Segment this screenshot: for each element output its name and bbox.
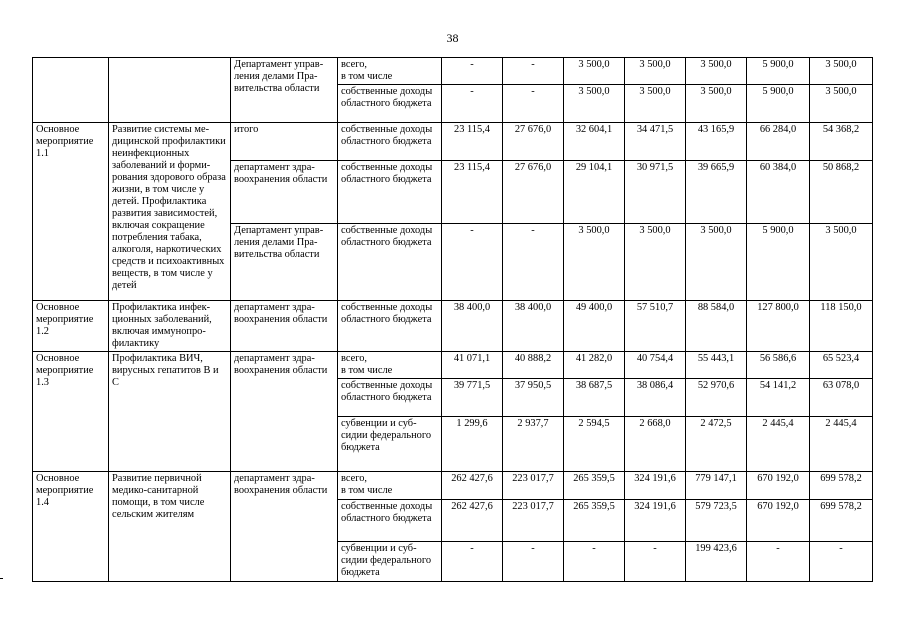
value-cell: 670 192,0 xyxy=(747,472,810,500)
funding-source-cell: всего, в том числе xyxy=(338,472,442,500)
value-cell: 223 017,7 xyxy=(503,500,564,542)
value-cell: 3 500,0 xyxy=(810,85,873,123)
value-cell: 34 471,5 xyxy=(625,123,686,161)
value-cell: 37 950,5 xyxy=(503,379,564,417)
value-cell: 38 400,0 xyxy=(503,301,564,352)
value-cell: 66 284,0 xyxy=(747,123,810,161)
value-cell: 38 400,0 xyxy=(442,301,503,352)
value-cell: 50 868,2 xyxy=(810,161,873,224)
value-cell: 670 192,0 xyxy=(747,500,810,542)
value-cell: - xyxy=(503,85,564,123)
funding-source-cell: собственные доходы областного бюджета xyxy=(338,224,442,301)
value-cell: 60 384,0 xyxy=(747,161,810,224)
value-cell: 5 900,0 xyxy=(747,224,810,301)
funding-source-cell: собственные доходы областного бюджета xyxy=(338,500,442,542)
value-cell: - xyxy=(503,224,564,301)
department-cell: департамент здравоохранения области xyxy=(231,352,338,472)
table-row xyxy=(33,472,873,500)
value-cell: 38 687,5 xyxy=(564,379,625,417)
value-cell: - xyxy=(442,85,503,123)
value-cell: 2 937,7 xyxy=(503,417,564,472)
table-row xyxy=(33,352,873,379)
department-cell: департамент здравоохранения области xyxy=(231,472,338,582)
funding-source-cell: субвенции и субсидии федерального бюджета xyxy=(338,542,442,582)
value-cell: 265 359,5 xyxy=(564,500,625,542)
value-cell: 56 586,6 xyxy=(747,352,810,379)
value-cell: 27 676,0 xyxy=(503,161,564,224)
event-description-cell: Профилактика ВИЧ, вирусных гепатитов В и С xyxy=(109,352,231,472)
value-cell: - xyxy=(564,542,625,582)
value-cell: - xyxy=(442,58,503,85)
value-cell: 40 888,2 xyxy=(503,352,564,379)
event-name-cell: Основное мероприятие 1.2 xyxy=(33,301,109,352)
value-cell: 1 299,6 xyxy=(442,417,503,472)
value-cell: 3 500,0 xyxy=(564,224,625,301)
value-cell: 3 500,0 xyxy=(564,85,625,123)
department-cell: Департамент управления делами Правительства области xyxy=(231,224,338,301)
value-cell: 3 500,0 xyxy=(564,58,625,85)
value-cell: 41 071,1 xyxy=(442,352,503,379)
value-cell: - xyxy=(810,542,873,582)
funding-source-cell: субвенции и субсидии федерального бюджета xyxy=(338,417,442,472)
value-cell: 32 604,1 xyxy=(564,123,625,161)
value-cell: 699 578,2 xyxy=(810,500,873,542)
funding-source-cell: собственные доходы областного бюджета xyxy=(338,379,442,417)
value-cell: 3 500,0 xyxy=(625,58,686,85)
value-cell: 3 500,0 xyxy=(686,85,747,123)
table-row xyxy=(33,301,873,352)
value-cell: 223 017,7 xyxy=(503,472,564,500)
value-cell: 49 400,0 xyxy=(564,301,625,352)
table-row xyxy=(33,58,873,85)
value-cell: 3 500,0 xyxy=(625,224,686,301)
funding-source-cell: собственные доходы областного бюджета xyxy=(338,123,442,161)
value-cell: 30 971,5 xyxy=(625,161,686,224)
value-cell: 3 500,0 xyxy=(810,58,873,85)
value-cell: 127 800,0 xyxy=(747,301,810,352)
value-cell: - xyxy=(625,542,686,582)
value-cell: 23 115,4 xyxy=(442,161,503,224)
value-cell: 43 165,9 xyxy=(686,123,747,161)
value-cell: 699 578,2 xyxy=(810,472,873,500)
value-cell: - xyxy=(503,58,564,85)
funding-source-cell: собственные доходы областного бюджета xyxy=(338,301,442,352)
funding-source-cell: собственные доходы областного бюджета xyxy=(338,161,442,224)
value-cell: 3 500,0 xyxy=(686,58,747,85)
value-cell: 63 078,0 xyxy=(810,379,873,417)
funding-source-cell: всего, в том числе xyxy=(338,58,442,85)
value-cell: 88 584,0 xyxy=(686,301,747,352)
value-cell: 324 191,6 xyxy=(625,500,686,542)
value-cell: 2 594,5 xyxy=(564,417,625,472)
value-cell: 39 665,9 xyxy=(686,161,747,224)
event-name-cell: Основное мероприятие 1.4 xyxy=(33,472,109,582)
value-cell: 23 115,4 xyxy=(442,123,503,161)
value-cell: 265 359,5 xyxy=(564,472,625,500)
table-row xyxy=(33,123,873,161)
value-cell: 3 500,0 xyxy=(625,85,686,123)
value-cell: 55 443,1 xyxy=(686,352,747,379)
margin-mark xyxy=(0,578,3,579)
value-cell: 779 147,1 xyxy=(686,472,747,500)
value-cell: 3 500,0 xyxy=(810,224,873,301)
value-cell: 38 086,4 xyxy=(625,379,686,417)
event-description-cell: Развитие первичной медико-санитарной помощи, в том числе сельским жителям xyxy=(109,472,231,582)
event-description-cell xyxy=(109,58,231,123)
department-cell: департамент здравоохранения области xyxy=(231,161,338,224)
value-cell: - xyxy=(747,542,810,582)
value-cell: - xyxy=(442,224,503,301)
value-cell: 5 900,0 xyxy=(747,58,810,85)
value-cell: 54 141,2 xyxy=(747,379,810,417)
value-cell: 579 723,5 xyxy=(686,500,747,542)
value-cell: 118 150,0 xyxy=(810,301,873,352)
funding-source-cell: всего, в том числе xyxy=(338,352,442,379)
budget-table xyxy=(32,57,873,582)
event-name-cell: Основное мероприятие 1.3 xyxy=(33,352,109,472)
value-cell: 199 423,6 xyxy=(686,542,747,582)
value-cell: 2 445,4 xyxy=(747,417,810,472)
event-description-cell: Развитие системы медицинской профилактики неинфекционных заболеваний и формирования здорового образа жизни, в том числе у детей. Профилактика развития зависимостей, включая сокращение потребления табака, алкоголя, наркотических средств и психоактивных веществ, в том числе у детей xyxy=(109,123,231,301)
value-cell: 3 500,0 xyxy=(686,224,747,301)
value-cell: 57 510,7 xyxy=(625,301,686,352)
value-cell: 29 104,1 xyxy=(564,161,625,224)
value-cell: 52 970,6 xyxy=(686,379,747,417)
funding-source-cell: собственные доходы областного бюджета xyxy=(338,85,442,123)
value-cell: 65 523,4 xyxy=(810,352,873,379)
value-cell: 262 427,6 xyxy=(442,500,503,542)
value-cell: 2 445,4 xyxy=(810,417,873,472)
value-cell: - xyxy=(442,542,503,582)
value-cell: 27 676,0 xyxy=(503,123,564,161)
event-name-cell: Основное мероприятие 1.1 xyxy=(33,123,109,301)
department-cell: Департамент управления делами Правительства области xyxy=(231,58,338,123)
value-cell: 262 427,6 xyxy=(442,472,503,500)
value-cell: 2 668,0 xyxy=(625,417,686,472)
department-cell: департамент здравоохранения области xyxy=(231,301,338,352)
value-cell: - xyxy=(503,542,564,582)
value-cell: 41 282,0 xyxy=(564,352,625,379)
event-description-cell: Профилактика инфекционных заболеваний, включая иммунопрофилактику xyxy=(109,301,231,352)
event-name-cell xyxy=(33,58,109,123)
value-cell: 39 771,5 xyxy=(442,379,503,417)
value-cell: 40 754,4 xyxy=(625,352,686,379)
value-cell: 54 368,2 xyxy=(810,123,873,161)
department-cell: итого xyxy=(231,123,338,161)
value-cell: 5 900,0 xyxy=(747,85,810,123)
page-number: 38 xyxy=(446,31,459,45)
value-cell: 324 191,6 xyxy=(625,472,686,500)
value-cell: 2 472,5 xyxy=(686,417,747,472)
